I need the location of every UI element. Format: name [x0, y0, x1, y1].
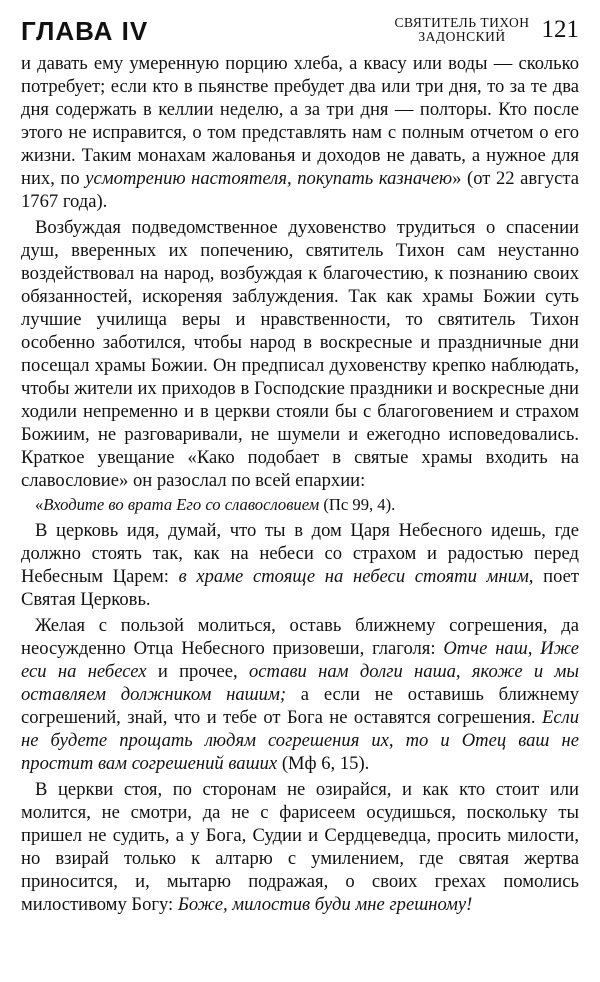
text-span: «	[35, 495, 44, 514]
scripture-quote	[21, 494, 579, 516]
text-span: » (от 22 августа 1767 года).	[21, 168, 579, 212]
italic-span: остави нам долги наша, якоже и мы оставляем должником нашим;	[21, 661, 579, 705]
paragraph-4	[21, 614, 579, 775]
text-span: и прочее,	[146, 661, 249, 682]
paragraph-3	[21, 519, 579, 611]
chapter-heading: ГЛАВА IV	[21, 16, 149, 46]
text-span: а если не оставишь ближнему согрешений, знай, что и тебе от Бога не оставятся согрешения.	[21, 684, 579, 728]
body-text	[21, 52, 579, 916]
text-span: Желая с пользой молиться, оставь ближнему согрешения, да неосужденно Отца Небесного призовеши, глаголя:	[21, 615, 579, 659]
text-span: В церкви стоя, по сторонам не озирайся, и как кто стоит или молится, не смотри, да не с фарисеем осудишься, поскольку ты пришел не судить, а у Бога, Судии и Сердцеведца, просить милости, но взирай только к алтарю с умилением, где святая жертва приносится, и, мытарю подражая, о своих грехах помолись милостивому Богу:	[21, 779, 579, 915]
paragraph-1	[21, 52, 579, 213]
italic-span: усмотрению настоятеля, покупать казначею	[85, 168, 453, 189]
running-head	[395, 12, 580, 44]
citation: (Пс 99, 4).	[319, 495, 396, 514]
text-span: поет Святая Церковь.	[21, 566, 579, 610]
italic-span: Отче наш, Иже еси на небесех	[21, 638, 579, 682]
running-title-line-1: СВЯТИТЕЛЬ ТИХОН	[394, 15, 530, 30]
italic-span: в храме стояще на небеси стояти мним,	[178, 566, 534, 587]
page-header	[21, 12, 579, 52]
text-span: и давать ему умеренную порцию хлеба, а квасу или воды — сколько потребует; если кто в пьянстве пребудет два или три дня, то за те два дня содержать в келлии неделю, а за три дня — полторы. Кто после этого не исправится, о том представлять нам с полным отчетом о его жизни. Таким монахам жалованья и доходов не давать, а нужное для них, по	[21, 53, 579, 189]
paragraph-2	[21, 216, 579, 492]
text-span: В церковь идя, думай, что ты в дом Царя Небесного идешь, где должно стоять так, как на небеси со страхом и радостью перед Небесным Царем:	[21, 520, 579, 587]
italic-span: Если не будете прощать людям согрешения их, то и Отец ваш не простит вам согрешений ваших	[21, 707, 579, 774]
italic-span: Входите во врата Его со славословием	[43, 495, 320, 514]
running-title	[395, 16, 530, 44]
running-title-line-2: ЗАДОНСКИЙ	[418, 29, 506, 44]
text-span: Возбуждая подведомственное духовенство трудиться о спасении душ, вверенных их попечению, святитель Тихон сам неустанно воздействовал на народ, возбуждая к благочестию, к познанию своих обязанностей, искореняя заблуждения. Так как храмы Божии суть лучшие училища веры и нравственности, то святитель Тихон особенно заботился, чтобы народ в воскресные и праздничные дни посещал храмы Божии. Он предписал духовенству крепко наблюдать, чтобы жители их приходов в Господские праздники и воскресные дни ходили непременно и в церкви стояли бы с благоговением и страхом Божиим, не разговаривали, не шумели и ежегодно исповедовались. Краткое увещание «Како подобает в святые храмы входить на славословие» он разослал по всей епархии:	[21, 217, 579, 491]
paragraph-5	[21, 778, 579, 916]
page-number: 121	[541, 16, 579, 43]
citation: (Мф 6, 15).	[277, 753, 370, 774]
italic-span: Боже, милостив буди мне грешному!	[177, 894, 473, 915]
